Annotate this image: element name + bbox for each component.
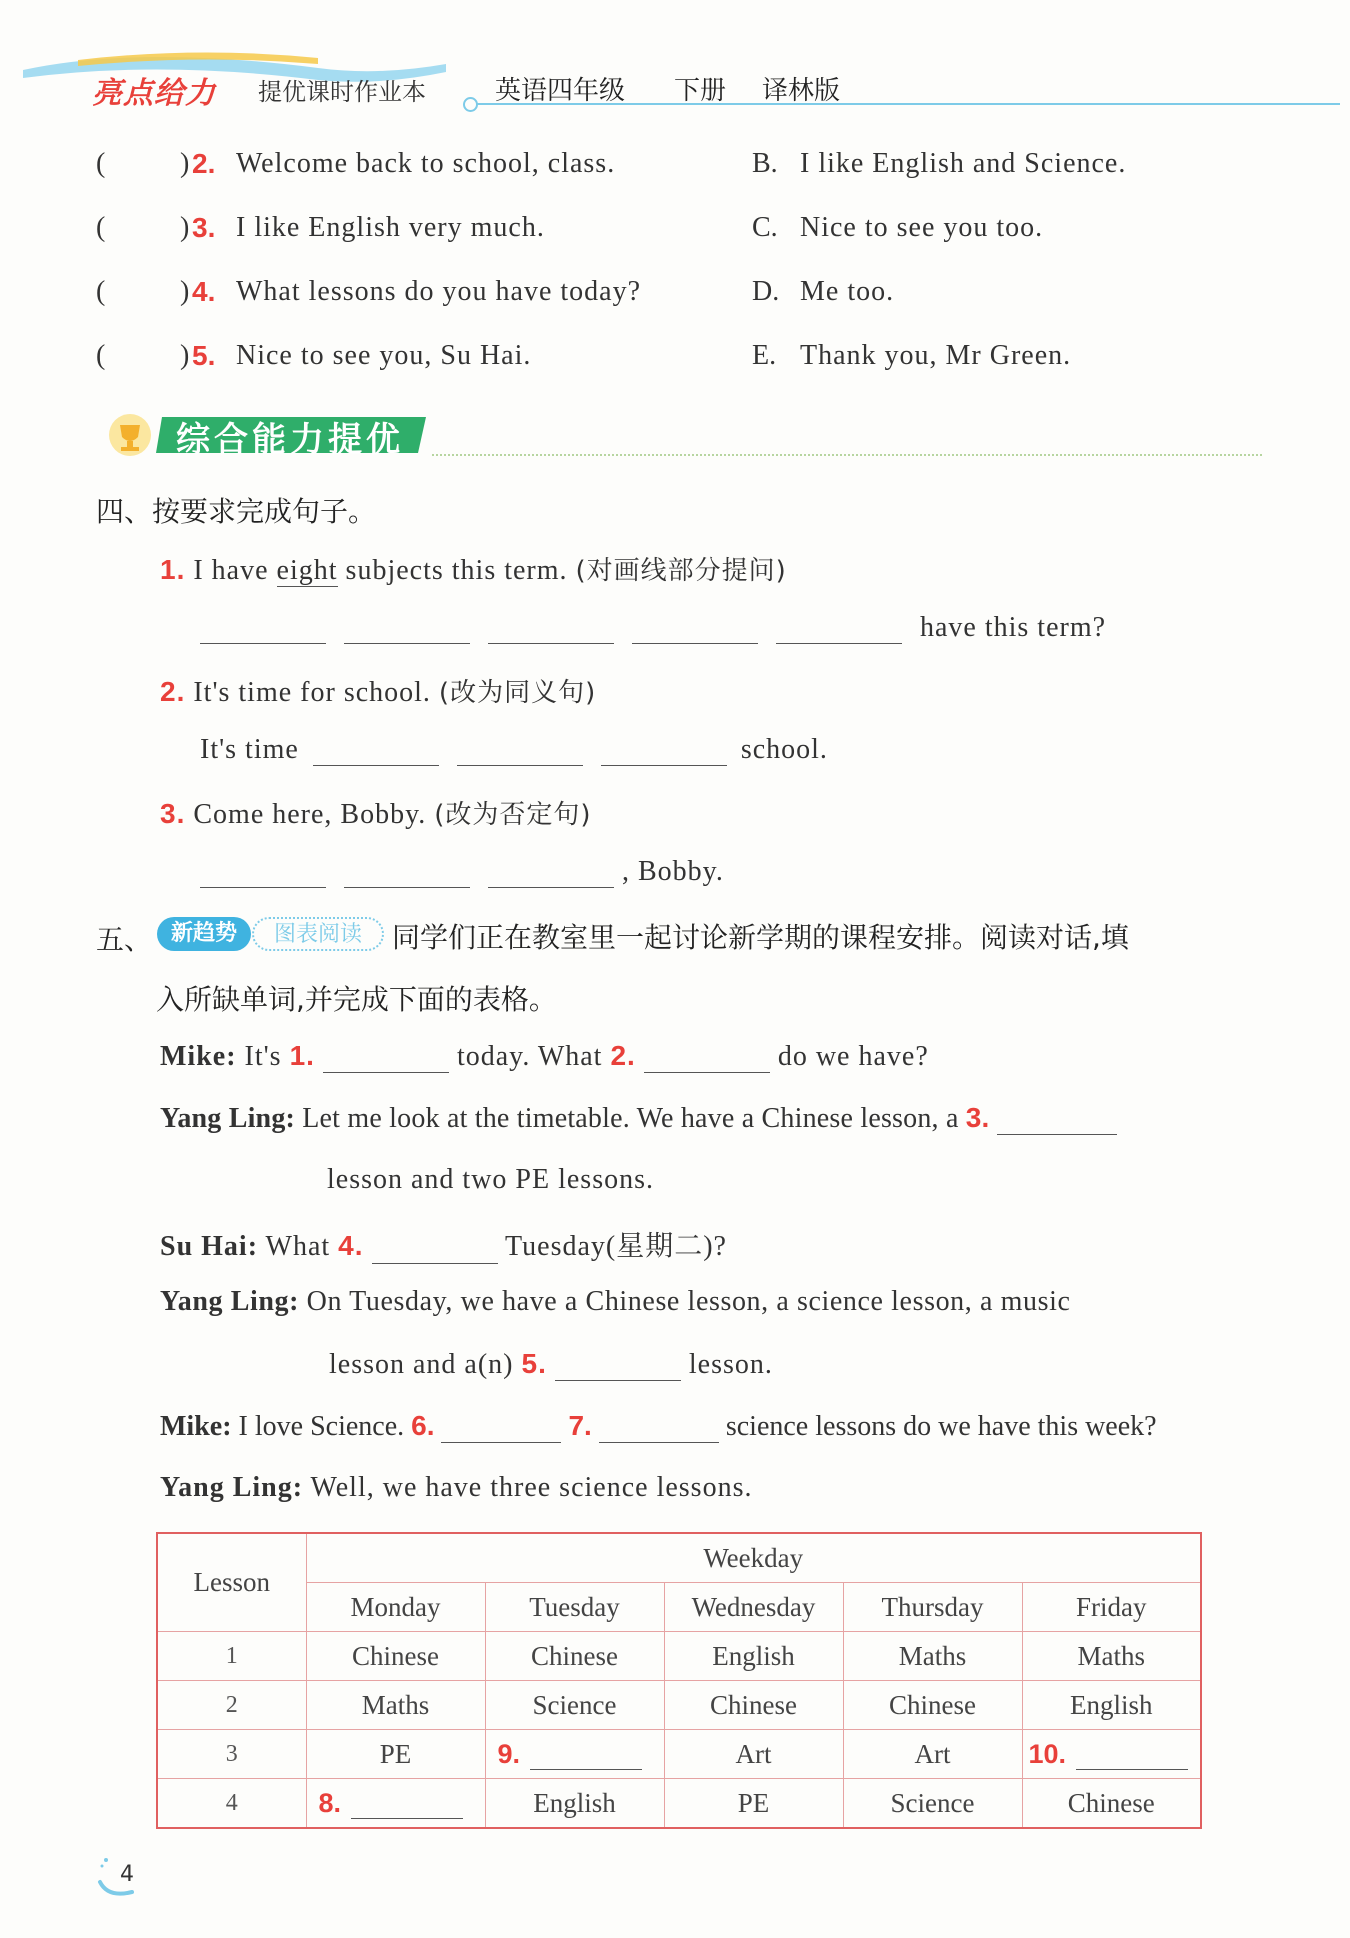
day-header: Tuesday [485, 1583, 664, 1632]
table-header-row [157, 1533, 1201, 1583]
s4-q3-number: 3. [160, 798, 186, 829]
option-text: Thank you, Mr Green. [800, 340, 1072, 371]
answer-blank[interactable] [351, 1792, 463, 1819]
option-text: I like English and Science. [800, 148, 1127, 179]
speaker-name: Yang Ling: [160, 1286, 300, 1317]
s4-q1-instruction: (对画线部分提问) [575, 556, 787, 586]
section-5-intro-line1: 同学们正在教室里一起讨论新学期的课程安排。阅读对话,填 [392, 921, 1129, 954]
section-5-intro-line2: 入所缺单词,并完成下面的表格。 [156, 983, 557, 1016]
dialogue-line [160, 1224, 727, 1264]
day-header: Friday [1022, 1583, 1201, 1632]
answer-blank[interactable] [776, 615, 902, 644]
dialogue-line [160, 1040, 929, 1073]
weekday-header: Weekday [306, 1533, 1201, 1583]
table-blank-cell [306, 1779, 485, 1829]
s4-q3-answer-line [200, 856, 724, 888]
dialogue-text: lesson and two PE lessons. [327, 1164, 654, 1195]
header-volume: 下册 [674, 76, 727, 106]
section-banner-title: 综合能力提优 [176, 420, 404, 460]
s4-q2-prompt [160, 672, 596, 709]
speaker-name: Yang Ling: [160, 1472, 304, 1503]
answer-blank[interactable] [997, 1106, 1117, 1135]
brand-logo: 亮点给力 [92, 76, 216, 111]
answer-paren-open: ( [96, 340, 106, 371]
answer-blank[interactable] [441, 1414, 561, 1443]
dialogue-text: Let me look at the timetable. We have a Chinese lesson, a [302, 1103, 959, 1134]
day-header: Monday [306, 1583, 485, 1632]
option-letter: E. [752, 340, 777, 371]
table-blank-cell [1022, 1730, 1201, 1779]
table-days-row [157, 1583, 1201, 1632]
blank-number: 3. [965, 1102, 990, 1133]
table-cell: Chinese [843, 1681, 1022, 1730]
option-text: Nice to see you too. [800, 212, 1044, 243]
answer-paren-close: ) [180, 276, 190, 307]
table-cell: Science [485, 1681, 664, 1730]
table-cell: Maths [1022, 1632, 1201, 1681]
option-letter: D. [752, 276, 780, 307]
answer-paren-open: ( [96, 212, 106, 243]
matching-row [96, 212, 1336, 252]
answer-blank[interactable] [601, 737, 727, 766]
new-trend-badge: 新趋势 [157, 917, 251, 951]
table-cell: Maths [843, 1632, 1022, 1681]
lesson-number: 4 [157, 1779, 306, 1829]
s4-q2-answer-suffix: school. [740, 734, 828, 765]
table-row [157, 1779, 1201, 1829]
s4-q1-prompt [160, 550, 787, 587]
option-letter: C. [752, 212, 778, 243]
blank-number: 2. [610, 1040, 636, 1071]
table-cell: Art [664, 1730, 843, 1779]
table-cell: Chinese [485, 1632, 664, 1681]
day-header: Wednesday [664, 1583, 843, 1632]
timetable [156, 1532, 1202, 1829]
s4-q1-underlined: eight [276, 555, 338, 586]
speaker-name: Mike: [160, 1041, 237, 1072]
dialogue-text: lesson and a(n) [329, 1349, 514, 1380]
blank-number: 1. [289, 1040, 315, 1071]
s4-q1-answer-line [200, 612, 1106, 644]
matching-row [96, 340, 1336, 380]
s4-q1-text-before: I have [193, 555, 277, 586]
answer-blank[interactable] [1076, 1743, 1188, 1770]
blank-number: 6. [411, 1410, 435, 1441]
answer-blank[interactable] [344, 615, 470, 644]
s4-q3-answer-suffix: , Bobby. [622, 856, 724, 887]
blank-number: 10. [1028, 1738, 1067, 1769]
answer-paren-close: ) [180, 340, 190, 371]
question-number: 4. [192, 276, 216, 307]
answer-blank[interactable] [323, 1044, 449, 1073]
section-4-title: 四、按要求完成句子。 [96, 495, 377, 528]
table-cell: Art [843, 1730, 1022, 1779]
header-dot-icon [463, 97, 478, 112]
dialogue-text: It's [244, 1041, 282, 1072]
table-cell: PE [664, 1779, 843, 1829]
answer-blank[interactable] [457, 737, 583, 766]
lesson-number: 1 [157, 1632, 306, 1681]
answer-blank[interactable] [344, 859, 470, 888]
matching-row [96, 276, 1336, 316]
table-cell: English [485, 1779, 664, 1829]
dialogue-line [160, 1410, 1157, 1443]
table-cell: English [664, 1632, 843, 1681]
answer-blank[interactable] [313, 737, 439, 766]
table-row [157, 1730, 1201, 1779]
dialogue-line [160, 1472, 752, 1504]
lesson-header: Lesson [157, 1533, 306, 1632]
blank-number: 9. [497, 1738, 521, 1769]
table-cell: Chinese [1022, 1779, 1201, 1829]
header-edition: 译林版 [762, 76, 841, 106]
answer-blank[interactable] [200, 615, 326, 644]
answer-paren-close: ) [180, 148, 190, 179]
question-text: Nice to see you, Su Hai. [236, 340, 532, 371]
answer-blank[interactable] [200, 859, 326, 888]
question-text: I like English very much. [236, 212, 545, 243]
table-cell: PE [306, 1730, 485, 1779]
option-text: Me too. [800, 276, 895, 307]
s4-q1-number: 1. [160, 554, 186, 585]
question-text: What lessons do you have today? [236, 276, 642, 307]
day-header: Thursday [843, 1583, 1022, 1632]
speaker-name: Su Hai: [160, 1231, 259, 1262]
dialogue-line [160, 1286, 1071, 1318]
s4-q3-prompt [160, 794, 592, 831]
s4-q1-text-after: subjects this term. [337, 555, 568, 586]
s4-q2-text: It's time for school. [193, 677, 431, 708]
s4-q2-instruction: (改为同义句) [438, 678, 597, 708]
lesson-number: 2 [157, 1681, 306, 1730]
s4-q2-answer-prefix: It's time [200, 734, 299, 765]
dialogue-line [329, 1348, 773, 1381]
question-number: 3. [192, 212, 216, 243]
speaker-name: Yang Ling: [160, 1103, 296, 1134]
dialogue-text: lesson. [688, 1349, 773, 1380]
table-cell: English [1022, 1681, 1201, 1730]
dialogue-line [327, 1164, 654, 1196]
table-blank-cell [485, 1730, 664, 1779]
answer-blank[interactable] [599, 1414, 719, 1443]
header-grade: 英语四年级 [495, 76, 626, 106]
answer-blank[interactable] [530, 1743, 642, 1770]
question-text: Welcome back to school, class. [236, 148, 616, 179]
answer-blank[interactable] [555, 1352, 681, 1381]
page-number: 4 [120, 1862, 134, 1887]
blank-number: 7. [568, 1410, 592, 1441]
dialogue-text: do we have? [777, 1041, 929, 1072]
answer-blank[interactable] [488, 859, 614, 888]
s4-q3-text: Come here, Bobby. [193, 799, 427, 830]
section-5-number: 五、 [96, 923, 153, 956]
table-row [157, 1681, 1201, 1730]
answer-blank[interactable] [488, 615, 614, 644]
answer-blank[interactable] [644, 1044, 770, 1073]
s4-q3-instruction: (改为否定句) [434, 800, 592, 830]
dialogue-text: Tuesday(星期二)? [505, 1231, 727, 1262]
blank-number: 5. [521, 1348, 547, 1379]
s4-q2-answer-line [200, 734, 828, 766]
dialogue-text: On Tuesday, we have a Chinese lesson, a science lesson, a music [306, 1286, 1071, 1317]
chart-reading-badge: 图表阅读 [252, 917, 384, 951]
dialogue-text: Well, we have three science lessons. [310, 1472, 753, 1503]
dialogue-line [160, 1102, 1117, 1135]
s4-q2-number: 2. [160, 676, 186, 707]
blank-number: 4. [338, 1230, 364, 1261]
dialogue-text: science lessons do we have this week? [725, 1411, 1157, 1442]
answer-paren-open: ( [96, 148, 106, 179]
dialogue-text: today. What [456, 1041, 603, 1072]
answer-paren-open: ( [96, 276, 106, 307]
question-number: 2. [192, 148, 216, 179]
lesson-number: 3 [157, 1730, 306, 1779]
table-cell: Science [843, 1779, 1022, 1829]
table-cell: Chinese [664, 1681, 843, 1730]
table-cell: Chinese [306, 1632, 485, 1681]
matching-row [96, 148, 1336, 188]
banner-dotted-rule [432, 454, 1262, 456]
dialogue-text: What [265, 1231, 331, 1262]
answer-blank[interactable] [632, 615, 758, 644]
question-number: 5. [192, 340, 216, 371]
answer-blank[interactable] [372, 1235, 498, 1264]
answer-paren-close: ) [180, 212, 190, 243]
s4-q1-answer-suffix: have this term? [920, 612, 1107, 643]
option-letter: B. [752, 148, 778, 179]
speaker-name: Mike: [160, 1411, 232, 1442]
table-row [157, 1632, 1201, 1681]
book-subtitle: 提优课时作业本 [258, 78, 426, 106]
blank-number: 8. [318, 1787, 342, 1818]
dialogue-text: I love Science. [238, 1411, 405, 1442]
table-cell: Maths [306, 1681, 485, 1730]
